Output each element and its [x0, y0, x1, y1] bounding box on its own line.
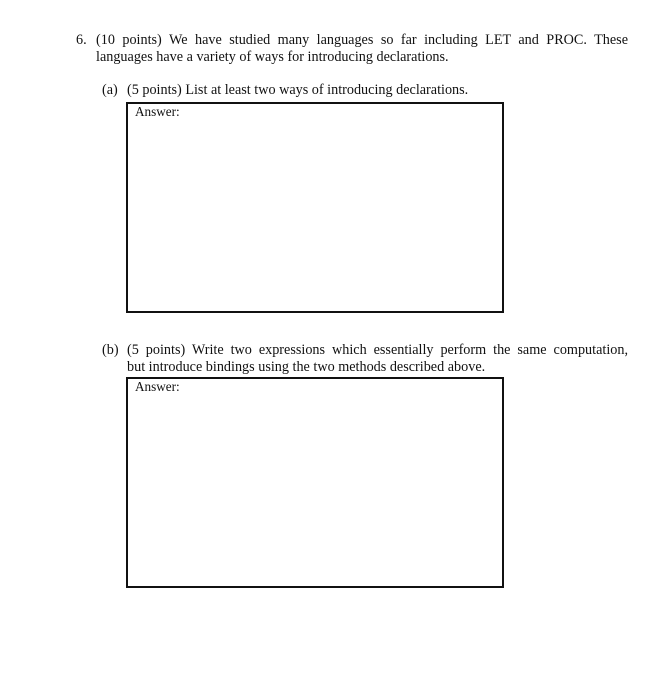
part-b-answer-box[interactable] — [126, 377, 504, 588]
part-a-answer-box[interactable] — [126, 102, 504, 313]
part-a-text: (5 points) List at least two ways of introducing declarations. — [127, 82, 469, 98]
part-b-answer-label: Answer: — [135, 379, 180, 394]
part-a-label: (a) — [102, 82, 118, 98]
part-b-label: (b) — [102, 342, 119, 358]
part-b-text-line-1: (5 points) Write two expressions which essentially perform the same computation, — [127, 342, 628, 358]
question-number: 6. — [76, 32, 87, 48]
question-text-line-2: languages have a variety of ways for introducing declarations. — [96, 49, 449, 65]
part-a-answer-label: Answer: — [135, 104, 180, 119]
question-text-line-1: (10 points) We have studied many languages so far including LET and PROC. These — [96, 32, 628, 48]
part-b-text-line-2: but introduce bindings using the two methods described above. — [127, 359, 486, 375]
